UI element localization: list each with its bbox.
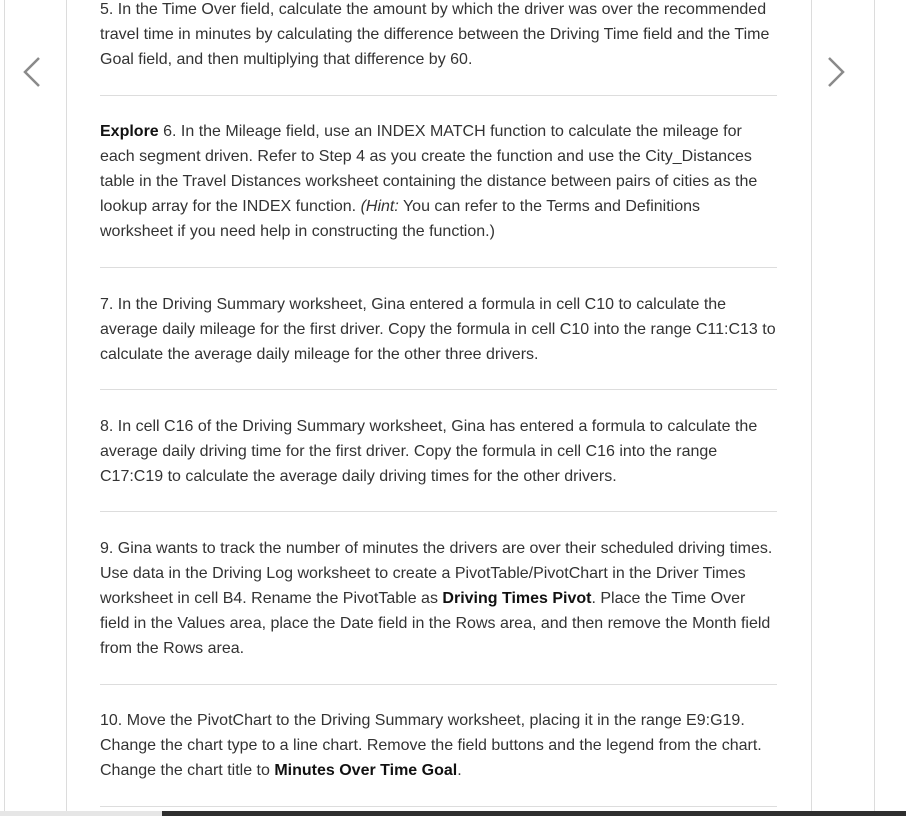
step-8 bbox=[100, 414, 777, 489]
content-right-border bbox=[811, 0, 812, 816]
step-6 bbox=[100, 119, 777, 244]
scrollbar-track[interactable] bbox=[0, 811, 162, 816]
hint-text: You can refer to the Terms and Definitions worksheet if you need help in constructing the function.) bbox=[100, 198, 701, 240]
divider bbox=[100, 684, 777, 685]
divider bbox=[100, 267, 777, 268]
step-9-text-before: 9. Gina wants to track the number of minutes the drivers are over their scheduled driving times. Use data in the Driving Log worksheet to create a PivotTable/PivotChart in the Driver Times worksheet in cell B4. Rename the PivotTable as bbox=[100, 540, 773, 607]
step-9-text-after: . Place the Time Over field in the Values area, place the Date field in the Rows area, and then remove the Month field from the Rows area. bbox=[100, 590, 771, 657]
step-8-text: 8. In cell C16 of the Driving Summary worksheet, Gina has entered a formula to calculate the average daily driving time for the first driver. Copy the formula in cell C16 into the range C17:C19 to calculate the average daily driving times for the other drivers. bbox=[100, 418, 758, 485]
left-edge-line bbox=[4, 0, 5, 816]
divider bbox=[100, 806, 777, 807]
step-7 bbox=[100, 292, 777, 367]
step-10-text-before: 10. Move the PivotChart to the Driving Summary worksheet, placing it in the range E9:G19. Change the chart type to a line chart. Remove the field buttons and the legend from the chart. Change the chart title to bbox=[100, 712, 762, 779]
step-7-text: 7. In the Driving Summary worksheet, Gina entered a formula in cell C10 to calculate the average daily mileage for the first driver. Copy the formula in cell C10 into the range C11:C13 to calculate the average daily mileage for the other three drivers. bbox=[100, 296, 776, 363]
divider bbox=[100, 95, 777, 96]
previous-button[interactable] bbox=[18, 52, 48, 92]
step-5 bbox=[100, 0, 777, 72]
right-edge-line bbox=[874, 0, 875, 816]
hint-label: (Hint: bbox=[360, 198, 399, 215]
scrollbar-thumb[interactable] bbox=[162, 811, 906, 816]
divider bbox=[100, 389, 777, 390]
explore-label: Explore bbox=[100, 123, 159, 140]
step-10 bbox=[100, 708, 777, 783]
step-9 bbox=[100, 536, 777, 661]
chevron-right-icon bbox=[820, 52, 850, 92]
step-5-text: 5. In the Time Over field, calculate the amount by which the driver was over the recommended travel time in minutes by calculating the difference between the Driving Time field and the Time Goal field, and then multiplying that difference by 60. bbox=[100, 1, 770, 68]
step-6-text: 6. In the Mileage field, use an INDEX MATCH function to calculate the mileage for each segment driven. Refer to Step 4 as you create the function and use the City_Distances table in the Travel Distances worksheet containing the distance between pairs of cities as the lookup array for the INDEX function. bbox=[100, 123, 758, 215]
chart-title-value: Minutes Over Time Goal bbox=[274, 762, 458, 779]
divider bbox=[100, 511, 777, 512]
step-10-text-after: . bbox=[457, 762, 462, 779]
next-button[interactable] bbox=[820, 52, 850, 92]
chevron-left-icon bbox=[18, 52, 48, 92]
pivot-table-name: Driving Times Pivot bbox=[442, 590, 592, 607]
content-left-border bbox=[66, 0, 67, 816]
